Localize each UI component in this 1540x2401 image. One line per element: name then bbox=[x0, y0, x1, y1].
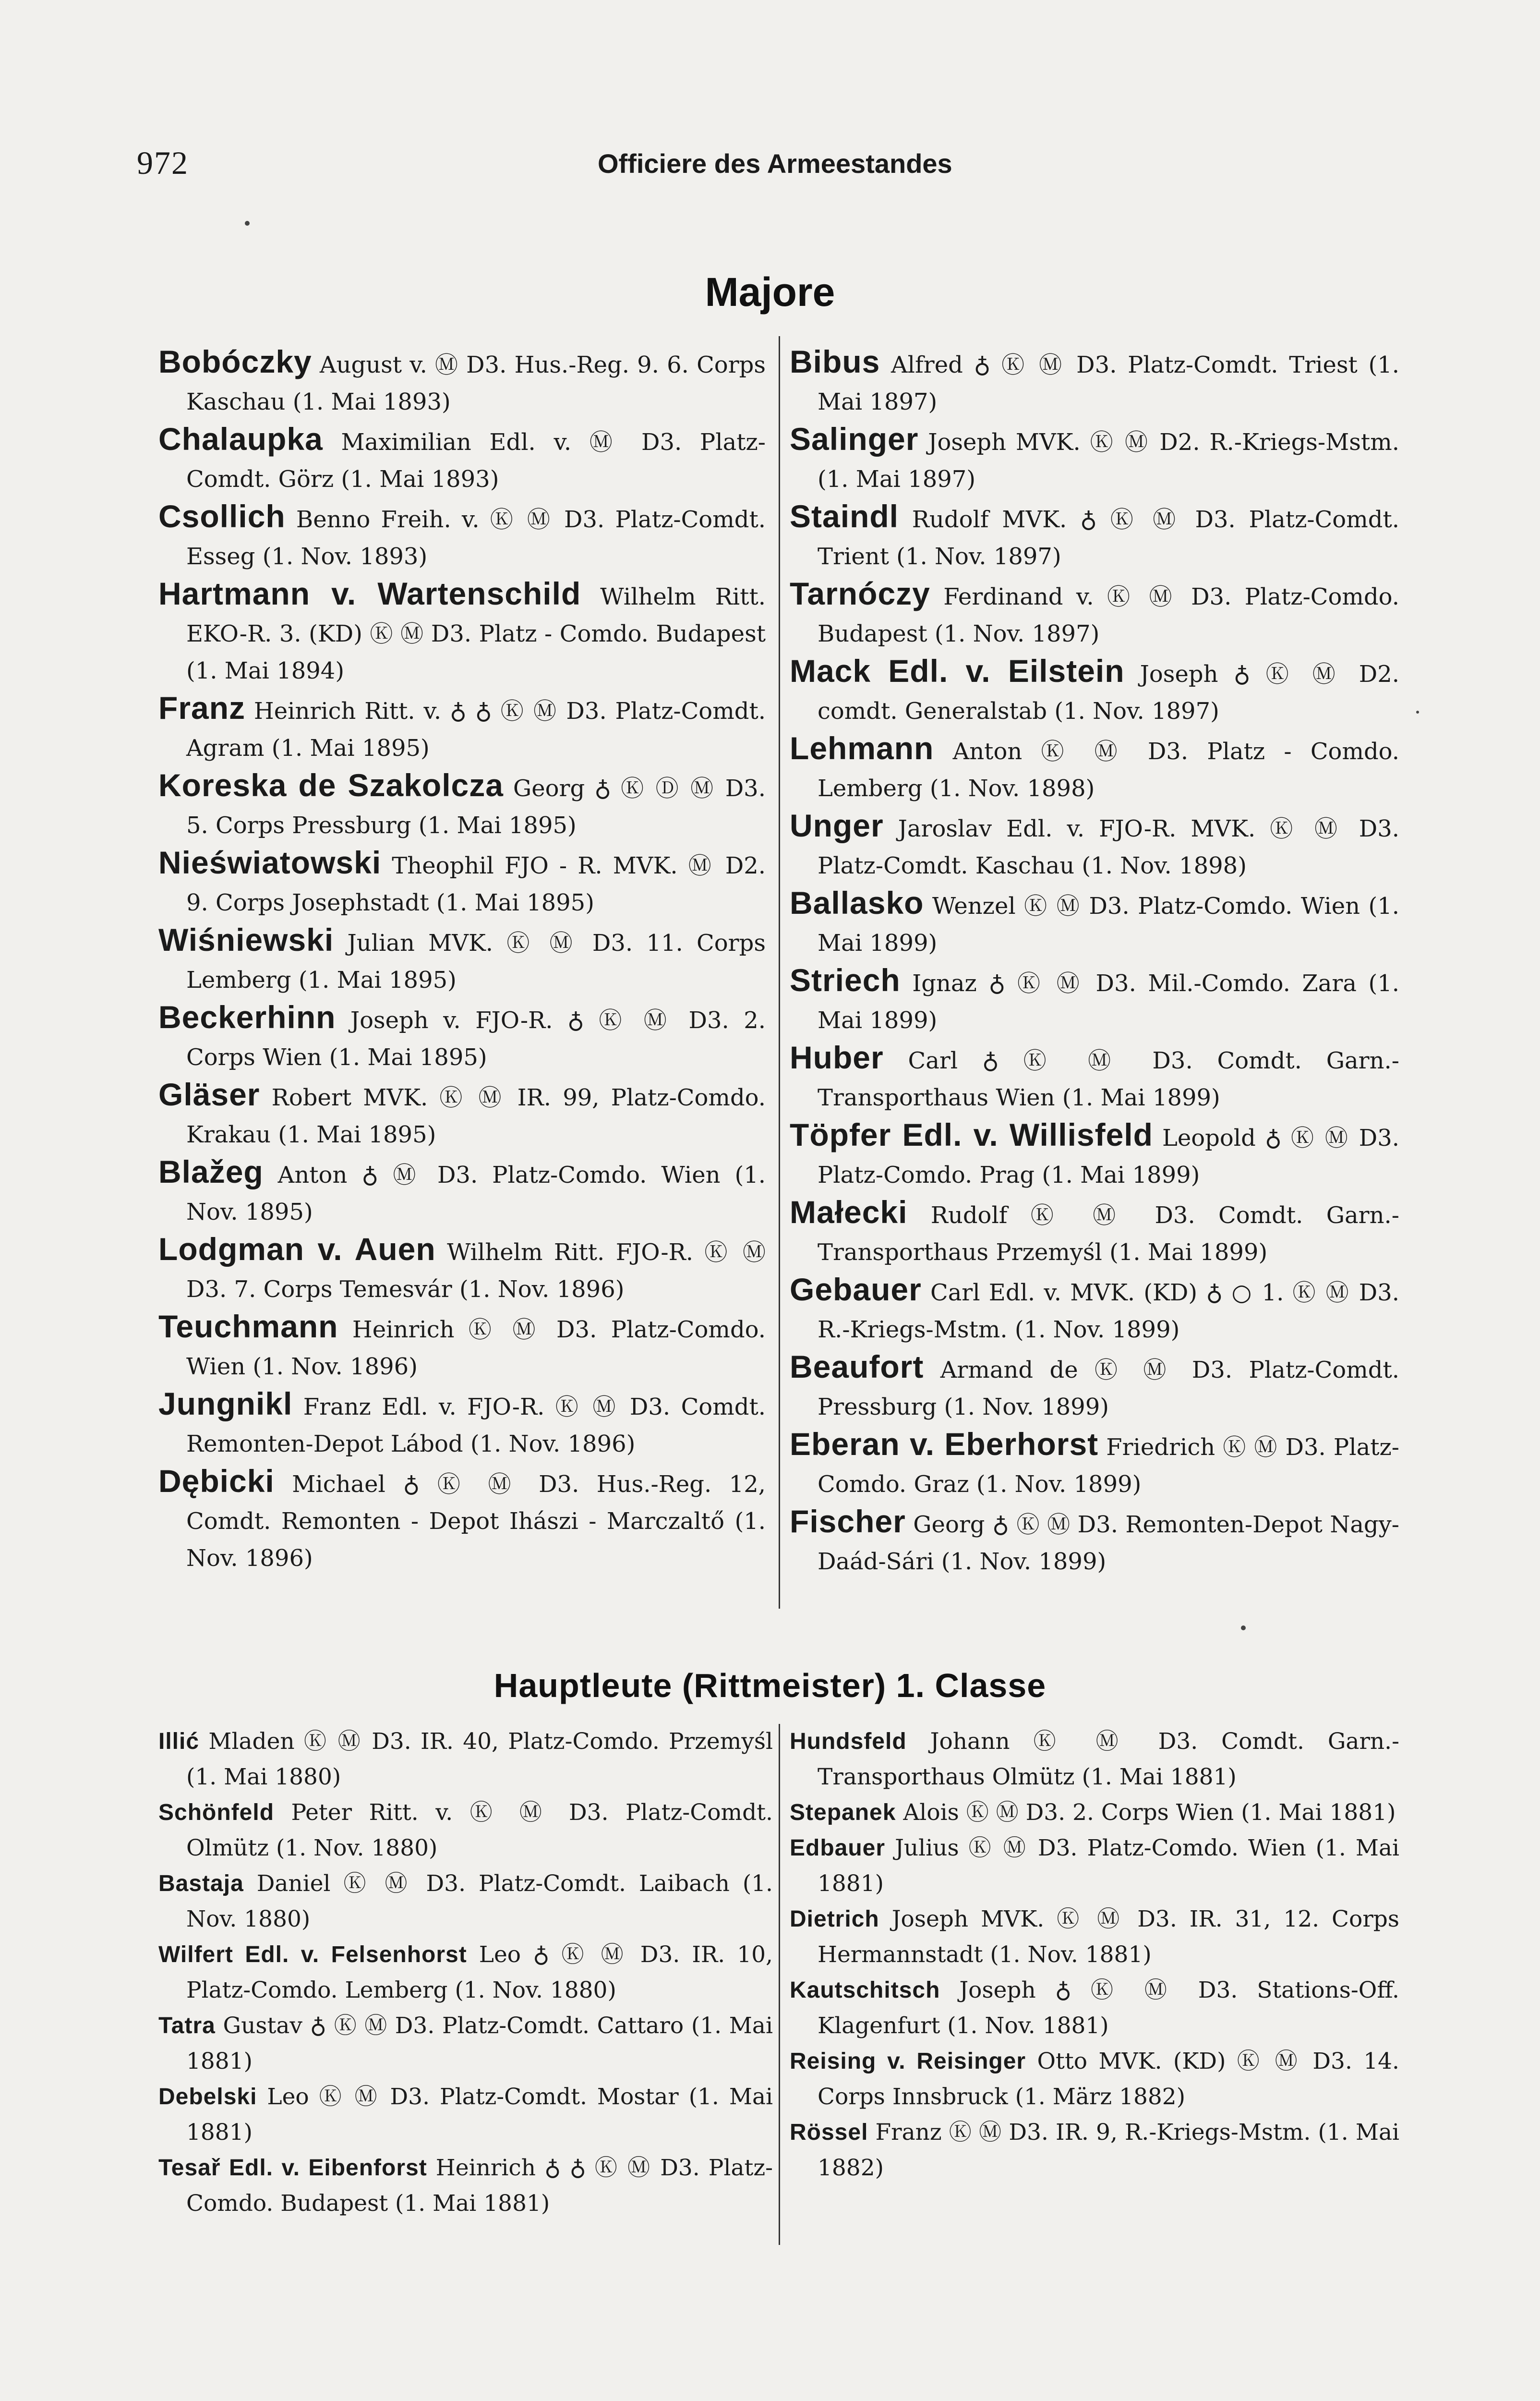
officer-details: Ferdinand v. Ⓚ Ⓜ D3. Platz-Comdo. Budapest (1. Nov. 1897) bbox=[818, 583, 1399, 647]
officer-details: Heinrich Ritt. v. ♁ ♁ Ⓚ Ⓜ D3. Platz-Comdt. Agram (1. Mai 1895) bbox=[186, 698, 766, 762]
officer-details: Leo Ⓚ Ⓜ D3. Platz-Comdt. Mostar (1. Mai 1881) bbox=[186, 2084, 773, 2146]
officer-details: Franz Ⓚ Ⓜ D3. IR. 9, R.-Kriegs-Mstm. (1. Mai 1882) bbox=[818, 2119, 1399, 2181]
majore-left-column bbox=[158, 343, 766, 1577]
majore-right-column bbox=[790, 343, 1399, 1580]
officer-details: Leo ♁ Ⓚ Ⓜ D3. IR. 10, Platz-Comdo. Lemberg (1. Nov. 1880) bbox=[186, 1941, 773, 2003]
roster-entry bbox=[158, 2150, 773, 2221]
roster-entry bbox=[790, 1271, 1399, 1348]
roster-entry bbox=[790, 962, 1399, 1039]
officer-details: Friedrich Ⓚ Ⓜ D3. Platz-Comdo. Graz (1. Nov. 1899) bbox=[818, 1434, 1399, 1498]
officer-details: Leopold ♁ Ⓚ Ⓜ D3. Platz-Comdo. Prag (1. Mai 1899) bbox=[818, 1125, 1399, 1188]
officer-details: Carl Edl. v. MVK. (KD) ♁ ○ 1. Ⓚ Ⓜ D3. R.-Kriegs-Mstm. (1. Nov. 1899) bbox=[818, 1279, 1399, 1343]
officer-name: Töpfer Edl. v. Willisfeld bbox=[790, 1117, 1153, 1152]
officer-name: Bibus bbox=[790, 344, 880, 379]
officer-name: Tesař Edl. v. Eibenforst bbox=[158, 2155, 427, 2181]
officer-name: Stepanek bbox=[790, 1800, 896, 1825]
roster-entry bbox=[158, 922, 766, 999]
officer-name: Mack Edl. v. Eilstein bbox=[790, 653, 1125, 689]
officer-name: Striech bbox=[790, 962, 901, 998]
officer-details: Johann Ⓚ Ⓜ D3. Comdt. Garn.-Transporthaus Olmütz (1. Mai 1881) bbox=[818, 1728, 1399, 1790]
roster-entry bbox=[790, 730, 1399, 807]
officer-details: Joseph v. FJO-R. ♁ Ⓚ Ⓜ D3. 2. Corps Wien (1. Mai 1895) bbox=[186, 1007, 766, 1071]
officer-details: Rudolf Ⓚ Ⓜ D3. Comdt. Garn.-Transporthaus Przemyśl (1. Mai 1899) bbox=[818, 1202, 1399, 1266]
officer-name: Blažeg bbox=[158, 1154, 264, 1189]
officer-name: Illić bbox=[158, 1729, 200, 1754]
roster-entry bbox=[158, 575, 766, 690]
officer-details: Anton ♁ Ⓜ D3. Platz-Comdo. Wien (1. Nov. 1895) bbox=[186, 1162, 766, 1225]
officer-name: Debelski bbox=[158, 2084, 257, 2110]
officer-details: Daniel Ⓚ Ⓜ D3. Platz-Comdt. Laibach (1. Nov. 1880) bbox=[186, 1870, 773, 1932]
officer-name: Hartmann v. Wartenschild bbox=[158, 576, 581, 611]
officer-name: Fischer bbox=[790, 1504, 906, 1539]
officer-name: Beckerhinn bbox=[158, 999, 336, 1035]
roster-entry bbox=[790, 1116, 1399, 1194]
officer-details: Georg ♁ Ⓚ Ⓜ D3. Remonten-Depot Nagy-Daád-Sári (1. Nov. 1899) bbox=[818, 1511, 1399, 1575]
officer-details: Anton Ⓚ Ⓜ D3. Platz - Comdo. Lemberg (1. Nov. 1898) bbox=[818, 738, 1399, 802]
roster-entry bbox=[158, 1308, 766, 1385]
roster-entry bbox=[790, 2044, 1399, 2115]
roster-entry bbox=[790, 1039, 1399, 1116]
officer-name: Kautschitsch bbox=[790, 1977, 940, 2003]
officer-name: Huber bbox=[790, 1040, 884, 1075]
officer-details: Carl ♁ Ⓚ Ⓜ D3. Comdt. Garn.-Transporthaus Wien (1. Mai 1899) bbox=[818, 1047, 1399, 1111]
officer-name: Franz bbox=[158, 690, 246, 726]
officer-name: Tarnóczy bbox=[790, 576, 930, 611]
roster-entry bbox=[158, 1937, 773, 2008]
officer-details: Joseph MVK. Ⓚ Ⓜ D2. R.-Kriegs-Mstm. (1. Mai 1897) bbox=[818, 429, 1399, 493]
officer-details: August v. Ⓜ D3. Hus.-Reg. 9. 6. Corps Kaschau (1. Mai 1893) bbox=[186, 352, 766, 415]
roster-entry bbox=[790, 1973, 1399, 2044]
officer-details: Benno Freih. v. Ⓚ Ⓜ D3. Platz-Comdt. Esseg (1. Nov. 1893) bbox=[186, 506, 766, 570]
officer-details: Peter Ritt. v. Ⓚ Ⓜ D3. Platz-Comdt. Olmütz (1. Nov. 1880) bbox=[186, 1799, 773, 1861]
officer-details: Michael ♁ Ⓚ Ⓜ D3. Hus.-Reg. 12, Comdt. Remonten - Depot Ihászi - Marczaltő (1. Nov. 1896) bbox=[186, 1471, 766, 1572]
roster-entry bbox=[790, 1831, 1399, 1902]
officer-name: Ballasko bbox=[790, 885, 924, 921]
officer-name: Gläser bbox=[158, 1077, 260, 1112]
officer-name: Wilfert Edl. v. Felsenhorst bbox=[158, 1942, 467, 1967]
roster-entry bbox=[158, 690, 766, 767]
officer-details: Rudolf MVK. ♁ Ⓚ Ⓜ D3. Platz-Comdt. Trient (1. Nov. 1897) bbox=[818, 506, 1399, 570]
roster-entry bbox=[158, 1866, 773, 1937]
roster-entry bbox=[790, 2115, 1399, 2186]
roster-entry bbox=[790, 1795, 1399, 1831]
officer-details: Mladen Ⓚ Ⓜ D3. IR. 40, Platz-Comdo. Przemyśl (1. Mai 1880) bbox=[186, 1728, 773, 1790]
officer-details: Joseph MVK. Ⓚ Ⓜ D3. IR. 31, 12. Corps Hermannstadt (1. Nov. 1881) bbox=[818, 1906, 1399, 1968]
roster-entry bbox=[158, 1463, 766, 1577]
roster-entry bbox=[790, 653, 1399, 730]
officer-name: Małecki bbox=[790, 1194, 908, 1230]
roster-entry bbox=[158, 999, 766, 1076]
column-divider bbox=[779, 336, 780, 1609]
officer-name: Unger bbox=[790, 808, 884, 843]
officer-details: Joseph ♁ Ⓚ Ⓜ D2. comdt. Generalstab (1. Nov. 1897) bbox=[818, 661, 1399, 725]
roster-entry bbox=[158, 1153, 766, 1231]
running-head: Officiere des Armeestandes bbox=[598, 148, 952, 179]
officer-details: Julius Ⓚ Ⓜ D3. Platz-Comdo. Wien (1. Mai 1881) bbox=[818, 1835, 1399, 1897]
officer-name: Hundsfeld bbox=[790, 1729, 907, 1754]
roster-entry bbox=[790, 885, 1399, 962]
officer-name: Bastaja bbox=[158, 1871, 244, 1896]
officer-details: Wilhelm Ritt. EKO-R. 3. (KD) Ⓚ Ⓜ D3. Platz - Comdo. Budapest (1. Mai 1894) bbox=[186, 583, 766, 684]
officer-name: Rössel bbox=[790, 2120, 868, 2145]
officer-name: Bobóczky bbox=[158, 344, 312, 379]
officer-name: Csollich bbox=[158, 498, 286, 534]
section-title-majore: Majore bbox=[705, 269, 835, 315]
ink-speck bbox=[245, 221, 250, 226]
roster-entry bbox=[158, 1724, 773, 1795]
officer-details: Julian MVK. Ⓚ Ⓜ D3. 11. Corps Lemberg (1. Mai 1895) bbox=[186, 930, 766, 994]
officer-name: Lodgman v. Auen bbox=[158, 1231, 436, 1267]
page-number: 972 bbox=[137, 145, 189, 181]
officer-details: Armand de Ⓚ Ⓜ D3. Platz-Comdt. Pressburg (1. Nov. 1899) bbox=[818, 1357, 1399, 1420]
officer-name: Wiśniewski bbox=[158, 922, 334, 958]
officer-name: Staindl bbox=[790, 498, 899, 534]
officer-details: Wenzel Ⓚ Ⓜ D3. Platz-Comdo. Wien (1. Mai 1899) bbox=[818, 893, 1399, 957]
roster-entry bbox=[790, 575, 1399, 653]
officer-details: Wilhelm Ritt. FJO-R. Ⓚ Ⓜ D3. 7. Corps Temesvár (1. Nov. 1896) bbox=[186, 1239, 766, 1303]
officer-name: Salinger bbox=[790, 421, 919, 457]
officer-name: Koreska de Szakolcza bbox=[158, 767, 504, 803]
roster-entry bbox=[158, 1076, 766, 1153]
officer-name: Lehmann bbox=[790, 730, 934, 766]
officer-details: Gustav ♁ Ⓚ Ⓜ D3. Platz-Comdt. Cattaro (1. Mai 1881) bbox=[186, 2013, 773, 2074]
officer-details: Jaroslav Edl. v. FJO-R. MVK. Ⓚ Ⓜ D3. Platz-Comdt. Kaschau (1. Nov. 1898) bbox=[818, 815, 1399, 879]
roster-entry bbox=[158, 343, 766, 421]
officer-details: Alfred ♁ Ⓚ Ⓜ D3. Platz-Comdt. Triest (1. Mai 1897) bbox=[818, 352, 1399, 415]
officer-name: Jungnikl bbox=[158, 1386, 293, 1421]
roster-entry bbox=[790, 807, 1399, 885]
officer-name: Schönfeld bbox=[158, 1800, 275, 1825]
roster-entry bbox=[158, 2008, 773, 2079]
officer-name: Chalaupka bbox=[158, 421, 323, 457]
officer-name: Reising v. Reisinger bbox=[790, 2049, 1026, 2074]
hauptleute-left-column bbox=[158, 1724, 773, 2221]
officer-details: Heinrich Ⓚ Ⓜ D3. Platz-Comdo. Wien (1. Nov. 1896) bbox=[186, 1316, 766, 1380]
page-header bbox=[0, 144, 1540, 202]
column-divider bbox=[779, 1724, 780, 2245]
officer-details: Franz Edl. v. FJO-R. Ⓚ Ⓜ D3. Comdt. Remonten-Depot Lábod (1. Nov. 1896) bbox=[186, 1394, 766, 1457]
officer-name: Dębicki bbox=[158, 1463, 275, 1499]
roster-entry bbox=[790, 343, 1399, 421]
officer-details: Ignaz ♁ Ⓚ Ⓜ D3. Mil.-Comdo. Zara (1. Mai 1899) bbox=[818, 970, 1399, 1034]
roster-entry bbox=[790, 1194, 1399, 1271]
roster-entry bbox=[790, 1902, 1399, 1973]
officer-name: Teuchmann bbox=[158, 1309, 338, 1344]
officer-details: Maximilian Edl. v. Ⓜ D3. Platz-Comdt. Görz (1. Mai 1893) bbox=[186, 429, 766, 493]
officer-details: Alois Ⓚ Ⓜ D3. 2. Corps Wien (1. Mai 1881) bbox=[896, 1799, 1396, 1826]
roster-entry bbox=[790, 1348, 1399, 1426]
officer-name: Tatra bbox=[158, 2013, 216, 2038]
officer-details: Otto MVK. (KD) Ⓚ Ⓜ D3. 14. Corps Innsbruck (1. März 1882) bbox=[818, 2048, 1399, 2110]
officer-name: Beaufort bbox=[790, 1349, 924, 1384]
roster-entry bbox=[158, 421, 766, 498]
officer-name: Gebauer bbox=[790, 1272, 922, 1307]
section-title-hauptleute: Hauptleute (Rittmeister) 1. Classe bbox=[493, 1667, 1047, 1704]
roster-entry bbox=[790, 1426, 1399, 1503]
roster-entry bbox=[158, 1795, 773, 1866]
roster-entry bbox=[158, 767, 766, 844]
ink-speck bbox=[1241, 1625, 1246, 1630]
officer-name: Eberan v. Eberhorst bbox=[790, 1426, 1099, 1462]
roster-entry bbox=[790, 1724, 1399, 1795]
officer-details: Georg ♁ Ⓚ Ⓓ Ⓜ D3. 5. Corps Pressburg (1. Mai 1895) bbox=[186, 775, 766, 839]
officer-details: Joseph ♁ Ⓚ Ⓜ D3. Stations-Off. Klagenfurt (1. Nov. 1881) bbox=[818, 1977, 1399, 2039]
officer-details: Heinrich ♁ ♁ Ⓚ Ⓜ D3. Platz-Comdo. Budapest (1. Mai 1881) bbox=[186, 2155, 773, 2217]
roster-entry bbox=[790, 498, 1399, 575]
officer-name: Nieświatowski bbox=[158, 845, 382, 880]
officer-name: Edbauer bbox=[790, 1835, 886, 1861]
roster-entry bbox=[158, 2079, 773, 2150]
officer-name: Dietrich bbox=[790, 1906, 879, 1932]
roster-entry bbox=[158, 844, 766, 922]
roster-entry bbox=[158, 498, 766, 575]
officer-details: Theophil FJO - R. MVK. Ⓜ D2. 9. Corps Josephstadt (1. Mai 1895) bbox=[186, 852, 766, 916]
roster-entry bbox=[790, 421, 1399, 498]
roster-entry bbox=[790, 1503, 1399, 1580]
hauptleute-right-column bbox=[790, 1724, 1399, 2186]
roster-entry bbox=[158, 1231, 766, 1308]
ink-speck bbox=[1416, 711, 1419, 714]
roster-entry bbox=[158, 1385, 766, 1463]
officer-details: Robert MVK. Ⓚ Ⓜ IR. 99, Platz-Comdo. Krakau (1. Mai 1895) bbox=[186, 1084, 766, 1148]
